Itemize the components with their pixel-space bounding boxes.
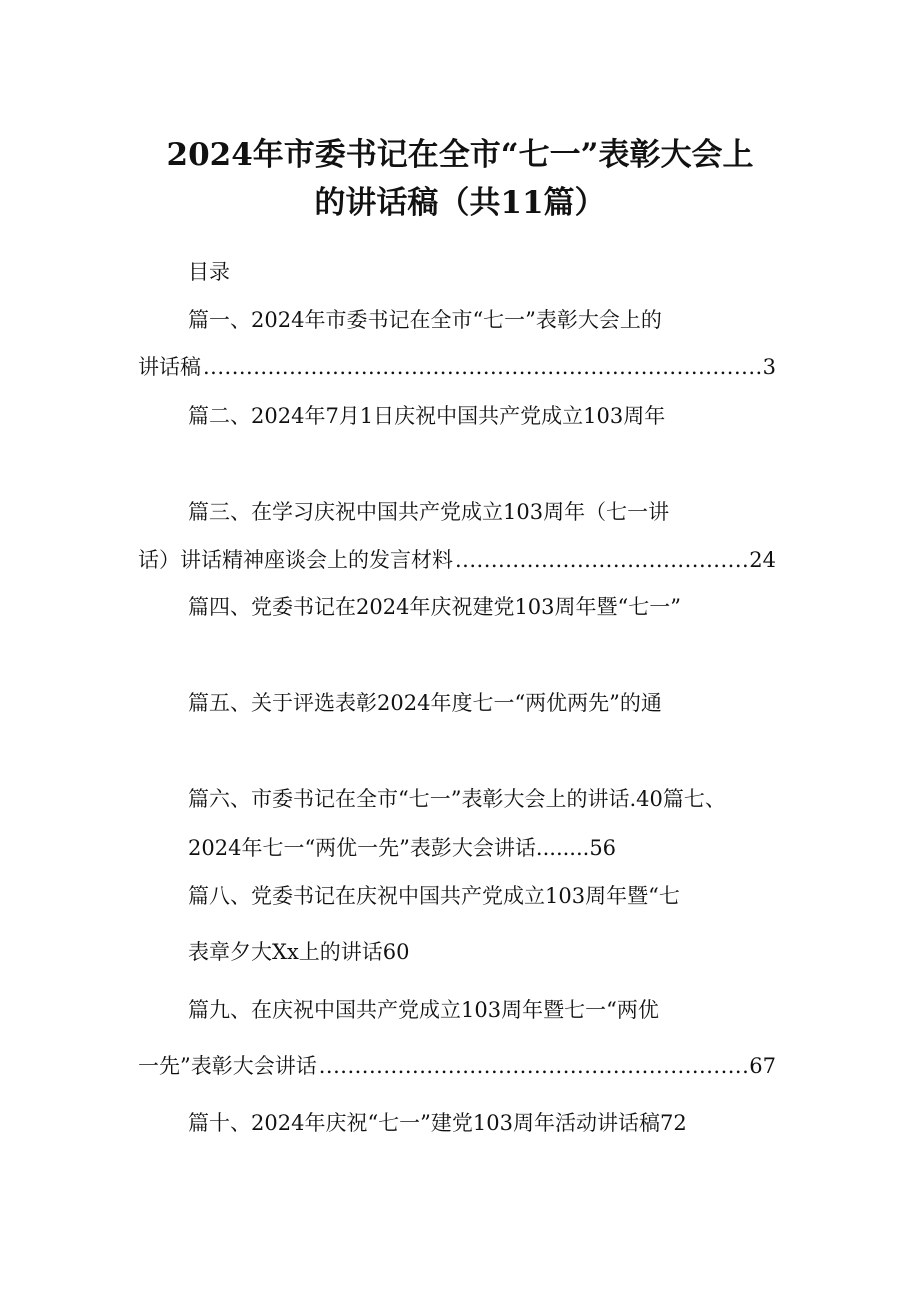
toc-entry-5: 篇五、关于评选表彰2024年度七一“两优两先”的通 — [188, 691, 662, 715]
toc-leader-dots — [455, 550, 747, 571]
document-title-line-1: 2024年市委书记在全市“七一”表彰大会上 — [166, 137, 754, 173]
toc-entry-4: 篇四、党委书记在2024年庆祝建党103周年暨“七一” — [188, 595, 681, 619]
toc-entry-1-line-1: 篇一、2024年市委书记在全市“七一”表彰大会上的 — [188, 308, 662, 332]
document-title-line-2: 的讲话稿（共11篇） — [314, 185, 606, 221]
toc-entry-1-title: 讲话稿 — [138, 355, 201, 379]
toc-entry-3-line-2 — [138, 550, 776, 571]
toc-leader-dots — [319, 1056, 748, 1077]
toc-entry-9-line-2 — [138, 1056, 776, 1077]
toc-entry-9-line-1: 篇九、在庆祝中国共产党成立103周年暨七一“两优 — [188, 998, 659, 1022]
toc-entry-6-line-2: 2024年七一“两优一先”表彭大会讲话........56 — [188, 836, 617, 860]
toc-entry-9-title: 一先”表彰大会讲话 — [138, 1054, 317, 1078]
toc-entry-3-line-1: 篇三、在学习庆祝中国共产党成立103周年（七一讲 — [188, 500, 670, 524]
toc-entry-6-line-1: 篇六、市委书记在全市“七一”表彰大会上的讲话.40篇七、 — [188, 787, 726, 811]
toc-entry-8-line-1: 篇八、党委书记在庆祝中国共产党成立103周年暨“七 — [188, 884, 680, 908]
toc-entry-2: 篇二、2024年7月1日庆祝中国共产党成立103周年 — [188, 404, 666, 428]
toc-entry-10: 篇十、2024年庆祝“七一”建党103周年活动讲话稿72 — [188, 1111, 687, 1135]
toc-entry-8-line-2: 表章夕大Xx上的讲话60 — [188, 940, 410, 964]
toc-entry-1-page: 3 — [762, 355, 776, 379]
toc-entry-9-page: 67 — [749, 1054, 776, 1078]
toc-leader-dots — [203, 357, 761, 378]
toc-entry-1-line-2 — [138, 357, 776, 378]
toc-entry-3-page: 24 — [749, 548, 776, 572]
toc-entry-3-title: 话）讲话精神座谈会上的发言材料 — [138, 548, 453, 572]
toc-heading: 目录 — [188, 260, 230, 284]
